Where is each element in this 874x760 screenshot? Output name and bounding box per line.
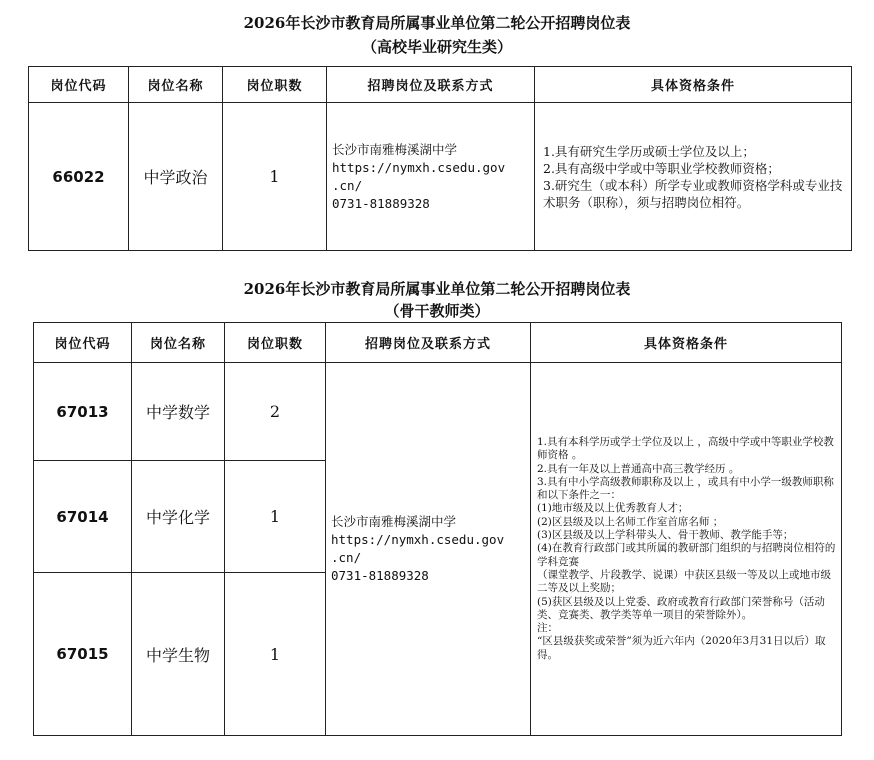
- requirement-item: 1.具有研究生学历或硕士学位及以上；: [543, 143, 755, 159]
- school-url: https://nymxh.csedu.gov: [332, 159, 506, 175]
- requirements-cell: [535, 103, 852, 251]
- table1-header-requirements: 具体资格条件: [535, 67, 852, 103]
- school-url-cont: .cn/: [331, 550, 362, 565]
- position-code: 66022: [29, 103, 129, 251]
- requirement-item: （课堂教学、片段教学、说课）中获区县级一等及以上或地市级二等及以上奖励；: [537, 568, 831, 595]
- requirement-item: “区县级获奖或荣誉”须为近六年内（2020年3月31日以后）取得。: [537, 635, 826, 661]
- table2-header-requirements: 具体资格条件: [531, 323, 842, 363]
- table2-header-name: 岗位名称: [132, 323, 225, 363]
- requirement-item: (3)区县级及以上学科带头人、骨干教师、教学能手等；: [537, 529, 794, 542]
- table1-header-contact: 招聘岗位及联系方式: [327, 67, 535, 103]
- table2: [33, 322, 842, 736]
- position-name: 中学数学: [132, 363, 225, 461]
- school-phone: 0731-81889328: [332, 195, 430, 211]
- school-name: 长沙市南雅梅溪湖中学: [331, 514, 457, 529]
- contact-cell: [326, 363, 531, 736]
- table1-subtitle: （高校毕业研究生类）: [361, 38, 512, 56]
- table1-header-count: 岗位职数: [223, 67, 327, 103]
- table1-header-code: 岗位代码: [29, 67, 129, 103]
- position-count: 1: [225, 573, 326, 736]
- table1-title: 2026年长沙市教育局所属事业单位第二轮公开招聘岗位表: [243, 14, 631, 32]
- requirement-item: (5)获区县级及以上党委、政府或教育行政部门荣誉称号（活动类、竞赛类、教学类等单一项目的荣誉除外）。: [537, 595, 825, 621]
- school-phone: 0731-81889328: [331, 568, 429, 583]
- table1-header-name: 岗位名称: [129, 67, 223, 103]
- contact-cell: [327, 103, 535, 251]
- requirement-item: (1)地市级及以上优秀教育人才；: [537, 502, 689, 515]
- requirement-item: (4)在教育行政部门或其所属的教研部门组织的与招聘岗位相符的学科竞赛: [537, 542, 836, 568]
- position-name: 中学化学: [132, 461, 225, 573]
- table2-header-count: 岗位职数: [225, 323, 326, 363]
- position-count: 1: [225, 461, 326, 573]
- position-count: 2: [225, 363, 326, 461]
- requirement-item: 3.具有中小学高级教师职称及以上 ，或具有中小学一级教师职称和以下条件之一：: [537, 475, 834, 502]
- table-row: [34, 363, 842, 461]
- table2-subtitle: （骨干教师类）: [384, 302, 490, 320]
- table-row: [29, 103, 852, 251]
- position-code: 67013: [34, 363, 132, 461]
- table2-header-contact: 招聘岗位及联系方式: [326, 323, 531, 363]
- requirements-cell: [531, 363, 842, 736]
- position-name: 中学政治: [129, 103, 223, 251]
- table2-title: 2026年长沙市教育局所属事业单位第二轮公开招聘岗位表: [243, 280, 631, 298]
- table1: [28, 66, 852, 251]
- table2-header-code: 岗位代码: [34, 323, 132, 363]
- school-url: https://nymxh.csedu.gov: [331, 532, 505, 547]
- requirement-item: 2.具有高级中学或中等职业学校教师资格；: [543, 160, 780, 176]
- position-name: 中学生物: [132, 573, 225, 736]
- position-code: 67015: [34, 573, 132, 736]
- requirement-item: (2)区县级及以上名师工作室首席名师 ；: [537, 515, 724, 528]
- position-count: 1: [223, 103, 327, 251]
- school-name: 长沙市南雅梅溪湖中学: [332, 141, 458, 157]
- requirement-item: 注：: [537, 622, 558, 635]
- requirement-item: 3.研究生（或本科）所学专业或教师资格学科或专业技术职务（职称），须与招聘岗位相符。: [543, 177, 843, 210]
- requirement-item: 2.具有一年及以上普通高中高三教学经历 。: [537, 462, 740, 475]
- requirement-item: 1.具有本科学历或学士学位及以上 ，高级中学或中等职业学校教师资格 。: [537, 435, 834, 462]
- position-code: 67014: [34, 461, 132, 573]
- school-url-cont: .cn/: [332, 177, 363, 193]
